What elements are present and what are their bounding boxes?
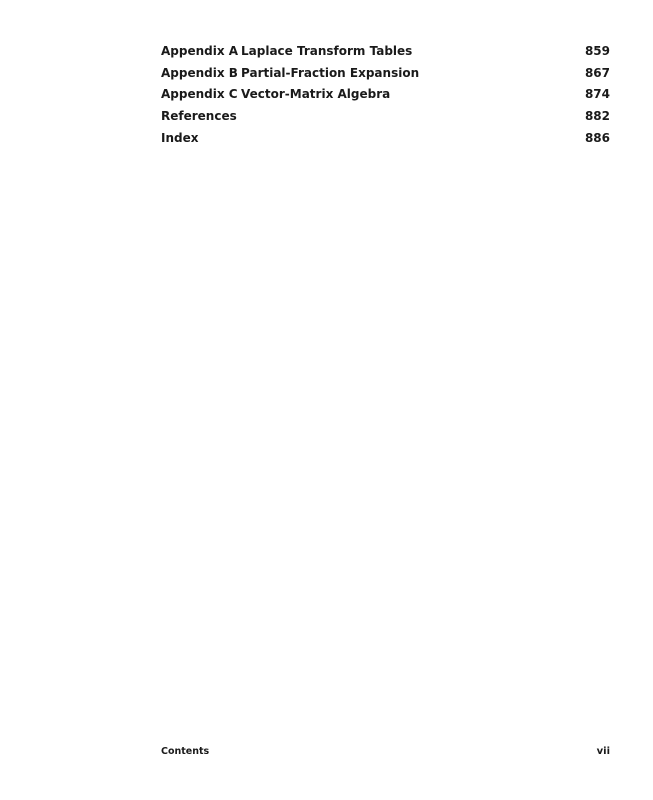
toc-entry-appendix-a[interactable] — [161, 44, 610, 66]
toc-entry-page: 874 — [584, 87, 610, 102]
toc-entry-title: Partial-Fraction Expansion — [241, 65, 420, 80]
toc-entry-appendix-b[interactable] — [161, 66, 610, 88]
toc-entry-title: Vector-Matrix Algebra — [241, 87, 391, 102]
toc-entry-label: Index — [161, 130, 199, 145]
toc-entry-appendix-c[interactable] — [161, 87, 610, 109]
toc-entry-page: 859 — [584, 44, 610, 58]
toc-entry-label: Appendix A — [161, 44, 239, 58]
toc-entry-index[interactable] — [161, 131, 610, 153]
toc-entry-page: 886 — [584, 130, 610, 145]
toc-entry-label: Appendix C — [161, 87, 238, 102]
table-of-contents — [161, 44, 610, 152]
toc-entry-page: 882 — [584, 109, 610, 124]
toc-entry-page: 867 — [584, 65, 610, 80]
page-number: vii — [596, 746, 610, 757]
toc-entry-label: Appendix B — [161, 65, 238, 80]
running-footer-section: Contents — [161, 746, 210, 757]
toc-entry-references[interactable] — [161, 109, 610, 131]
toc-entry-label: References — [161, 109, 237, 124]
toc-entry-title: Laplace Transform Tables — [241, 44, 413, 58]
